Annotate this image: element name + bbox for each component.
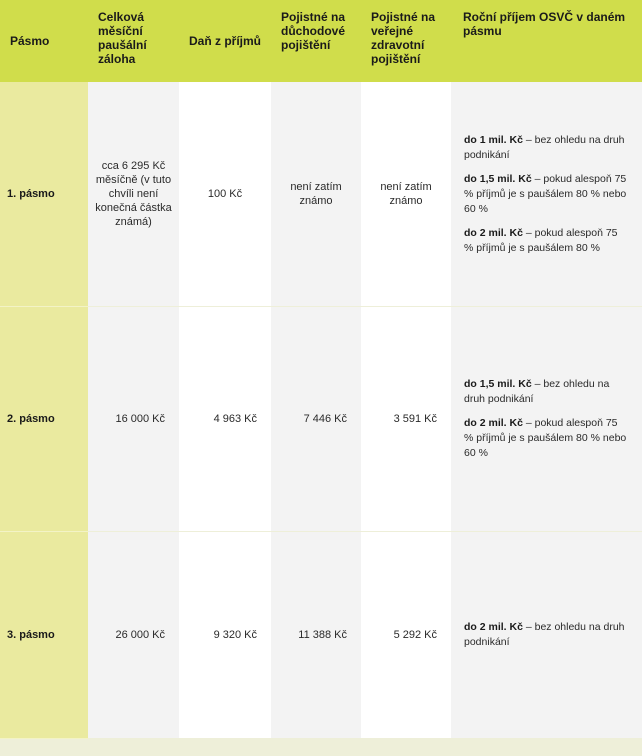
cell-zaloha-1: cca 6 295 Kč měsíčně (v tuto chvíli není konečná částka známá) <box>88 82 179 307</box>
prijem-line: do 2 mil. Kč – pokud alespoň 75 % příjmů je s paušálem 80 % <box>464 226 618 254</box>
cell-dan-2: 4 963 Kč <box>179 307 271 532</box>
cell-dan-3: 9 320 Kč <box>179 532 271 739</box>
cell-prijem-1 <box>451 82 642 307</box>
table-bottom-strip <box>0 739 642 756</box>
row-label-pasmo-2: 2. pásmo <box>0 307 88 532</box>
prijem-line: do 2 mil. Kč – bez ohledu na druh podnikání <box>464 621 625 648</box>
cell-zdravotni-1: není zatím známo <box>361 82 451 307</box>
row-label-pasmo-3: 3. pásmo <box>0 532 88 739</box>
cell-zdravotni-3: 5 292 Kč <box>361 532 451 739</box>
header-celkova-zaloha: Celková měsíční paušální záloha <box>88 0 179 82</box>
cell-duchodove-1: není zatím známo <box>271 82 361 307</box>
cell-duchodove-2: 7 446 Kč <box>271 307 361 532</box>
prijem-line: do 2 mil. Kč – pokud alespoň 75 % příjmů je s paušálem 80 % nebo 60 % <box>464 417 627 459</box>
cell-zaloha-2: 16 000 Kč <box>88 307 179 532</box>
header-rocni-prijem: Roční příjem OSVČ v daném pásmu <box>451 0 642 82</box>
cell-zaloha-3: 26 000 Kč <box>88 532 179 739</box>
row-label-pasmo-1: 1. pásmo <box>0 82 88 307</box>
cell-dan-1: 100 Kč <box>179 82 271 307</box>
cell-prijem-3 <box>451 532 642 739</box>
header-pasmo: Pásmo <box>0 0 88 82</box>
cell-prijem-2 <box>451 307 642 532</box>
header-dan-z-prijmu: Daň z příjmů <box>179 0 271 82</box>
cell-zdravotni-2: 3 591 Kč <box>361 307 451 532</box>
prijem-line: do 1 mil. Kč – bez ohledu na druh podnikání <box>464 133 625 161</box>
header-duchodove-pojisteni: Pojistné na důchodové pojištění <box>271 0 361 82</box>
header-zdravotni-pojisteni: Pojistné na veřejné zdravotní pojištění <box>361 0 451 82</box>
cell-duchodove-3: 11 388 Kč <box>271 532 361 739</box>
prijem-line: do 1,5 mil. Kč – bez ohledu na druh podnikání <box>464 378 610 405</box>
prijem-line: do 1,5 mil. Kč – pokud alespoň 75 % příjmů je s paušálem 80 % nebo 60 % <box>464 172 627 215</box>
